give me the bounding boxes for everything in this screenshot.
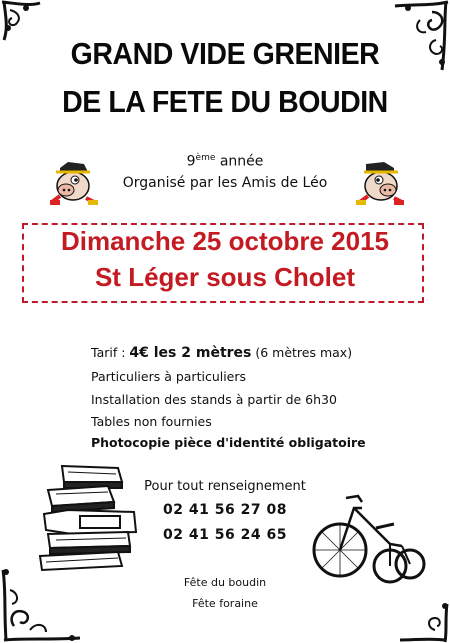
event-date: Dimanche 25 octobre 2015 xyxy=(60,226,390,256)
tables-line: Tables non fournies xyxy=(91,414,212,429)
footer-line-1: Fête du boudin xyxy=(183,576,267,589)
particuliers-line: Particuliers à particuliers xyxy=(91,369,247,384)
tarif-price: 4€ les 2 mètres xyxy=(129,345,252,361)
contact-title: Pour tout renseignement xyxy=(144,479,306,494)
edition-number: 9 xyxy=(186,153,196,170)
phone-number-1: 02 41 56 27 08 xyxy=(163,502,287,518)
pig-mascot-right-icon xyxy=(354,158,408,208)
pig-mascot-left-icon xyxy=(46,158,100,208)
tarif-label: Tarif : xyxy=(91,345,130,360)
title-line-1: GRAND VIDE GRENIER xyxy=(70,36,380,71)
organizer-text: Organisé par les Amis de Léo xyxy=(122,175,328,191)
edition-suffix: ème xyxy=(195,153,216,163)
edition-word: année xyxy=(219,153,264,170)
tarif-note: (6 mètres max) xyxy=(251,345,353,360)
event-place: St Léger sous Cholet xyxy=(94,262,356,292)
installation-line: Installation des stands à partir de 6h30 xyxy=(91,392,337,407)
tarif-line xyxy=(91,345,352,361)
title-line-2: DE LA FETE DU BOUDIN xyxy=(62,84,388,119)
footer-line-2: Fête foraine xyxy=(192,597,258,610)
id-required-line: Photocopie pièce d'identité obligatoire xyxy=(91,435,366,450)
phone-number-2: 02 41 56 24 65 xyxy=(163,527,287,543)
